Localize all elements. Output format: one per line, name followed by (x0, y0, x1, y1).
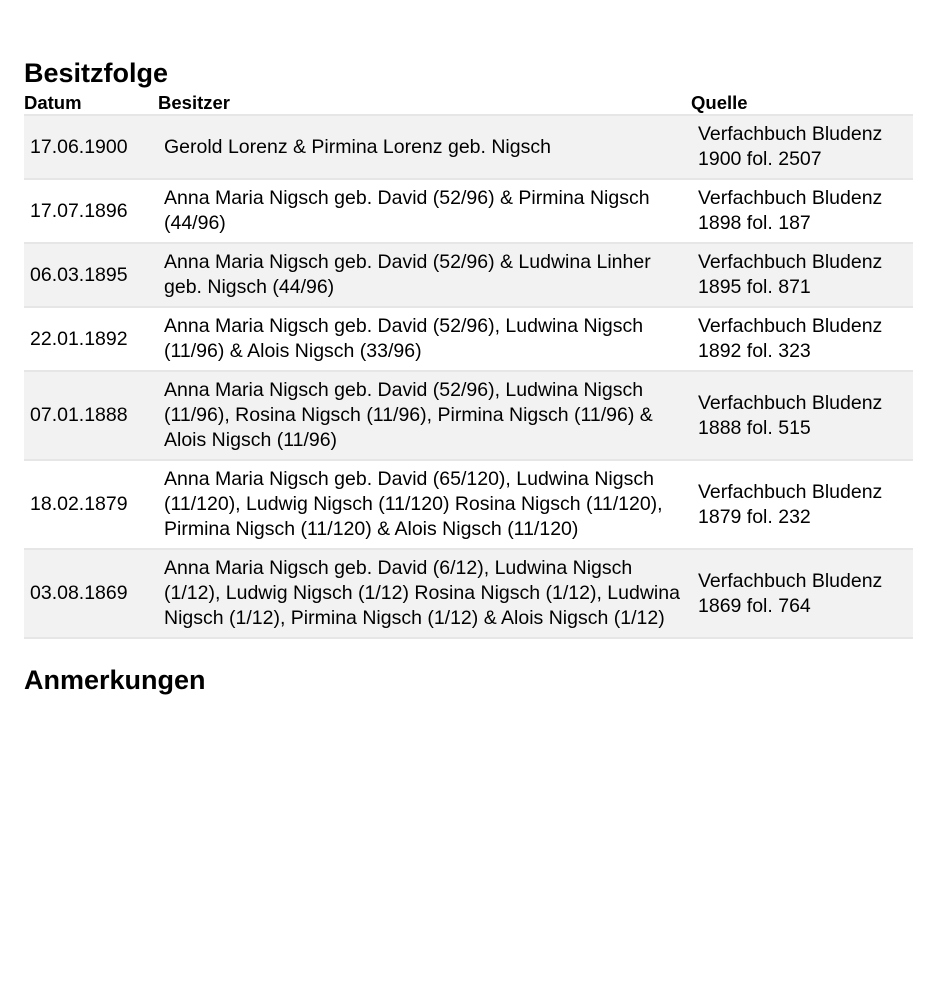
table-header (24, 90, 913, 114)
notes-section-title: Anmerkungen (24, 665, 206, 695)
row-owner: Anna Maria Nigsch geb. David (52/96), Ludwina Nigsch (11/96) & Alois Nigsch (33/96) (158, 307, 692, 371)
row-source: Verfachbuch Bludenz 1869 fol. 764 (692, 549, 913, 638)
row-date: 06.03.1895 (24, 243, 158, 307)
row-source: Verfachbuch Bludenz 1879 fol. 232 (692, 460, 913, 549)
row-owner: Anna Maria Nigsch geb. David (52/96), Ludwina Nigsch (11/96), Rosina Nigsch (11/96), Pirmina Nigsch (11/96) & Alois Nigsch (11/96) (158, 371, 692, 460)
ownership-table (24, 114, 913, 639)
ownership-section-title: Besitzfolge (24, 58, 169, 88)
table-row (24, 549, 913, 638)
table-row (24, 371, 913, 460)
row-source: Verfachbuch Bludenz 1892 fol. 323 (692, 307, 913, 371)
column-header-date: Datum (24, 92, 82, 113)
table-row (24, 307, 913, 371)
row-source: Verfachbuch Bludenz 1895 fol. 871 (692, 243, 913, 307)
column-header-source: Quelle (691, 92, 748, 113)
row-owner: Anna Maria Nigsch geb. David (65/120), Ludwina Nigsch (11/120), Ludwig Nigsch (11/120) Rosina Nigsch (11/120), Pirmina Nigsch (11/120) & Alois Nigsch (11/120) (158, 460, 692, 549)
table-row (24, 179, 913, 243)
row-owner: Anna Maria Nigsch geb. David (52/96) & Pirmina Nigsch (44/96) (158, 179, 692, 243)
row-source: Verfachbuch Bludenz 1900 fol. 2507 (692, 115, 913, 179)
row-date: 07.01.1888 (24, 371, 158, 460)
row-date: 22.01.1892 (24, 307, 158, 371)
row-owner: Anna Maria Nigsch geb. David (52/96) & Ludwina Linher geb. Nigsch (44/96) (158, 243, 692, 307)
row-date: 03.08.1869 (24, 549, 158, 638)
row-date: 17.06.1900 (24, 115, 158, 179)
row-source: Verfachbuch Bludenz 1898 fol. 187 (692, 179, 913, 243)
row-owner: Anna Maria Nigsch geb. David (6/12), Ludwina Nigsch (1/12), Ludwig Nigsch (1/12) Rosina Nigsch (1/12), Ludwina Nigsch (1/12), Pirmina Nigsch (1/12) & Alois Nigsch (1/12) (158, 549, 692, 638)
table-row (24, 243, 913, 307)
table-row (24, 460, 913, 549)
row-date: 17.07.1896 (24, 179, 158, 243)
table-row (24, 115, 913, 179)
row-owner: Gerold Lorenz & Pirmina Lorenz geb. Nigsch (158, 115, 692, 179)
column-header-owner: Besitzer (158, 92, 230, 113)
row-source: Verfachbuch Bludenz 1888 fol. 515 (692, 371, 913, 460)
document-page (24, 56, 913, 697)
row-date: 18.02.1879 (24, 460, 158, 549)
